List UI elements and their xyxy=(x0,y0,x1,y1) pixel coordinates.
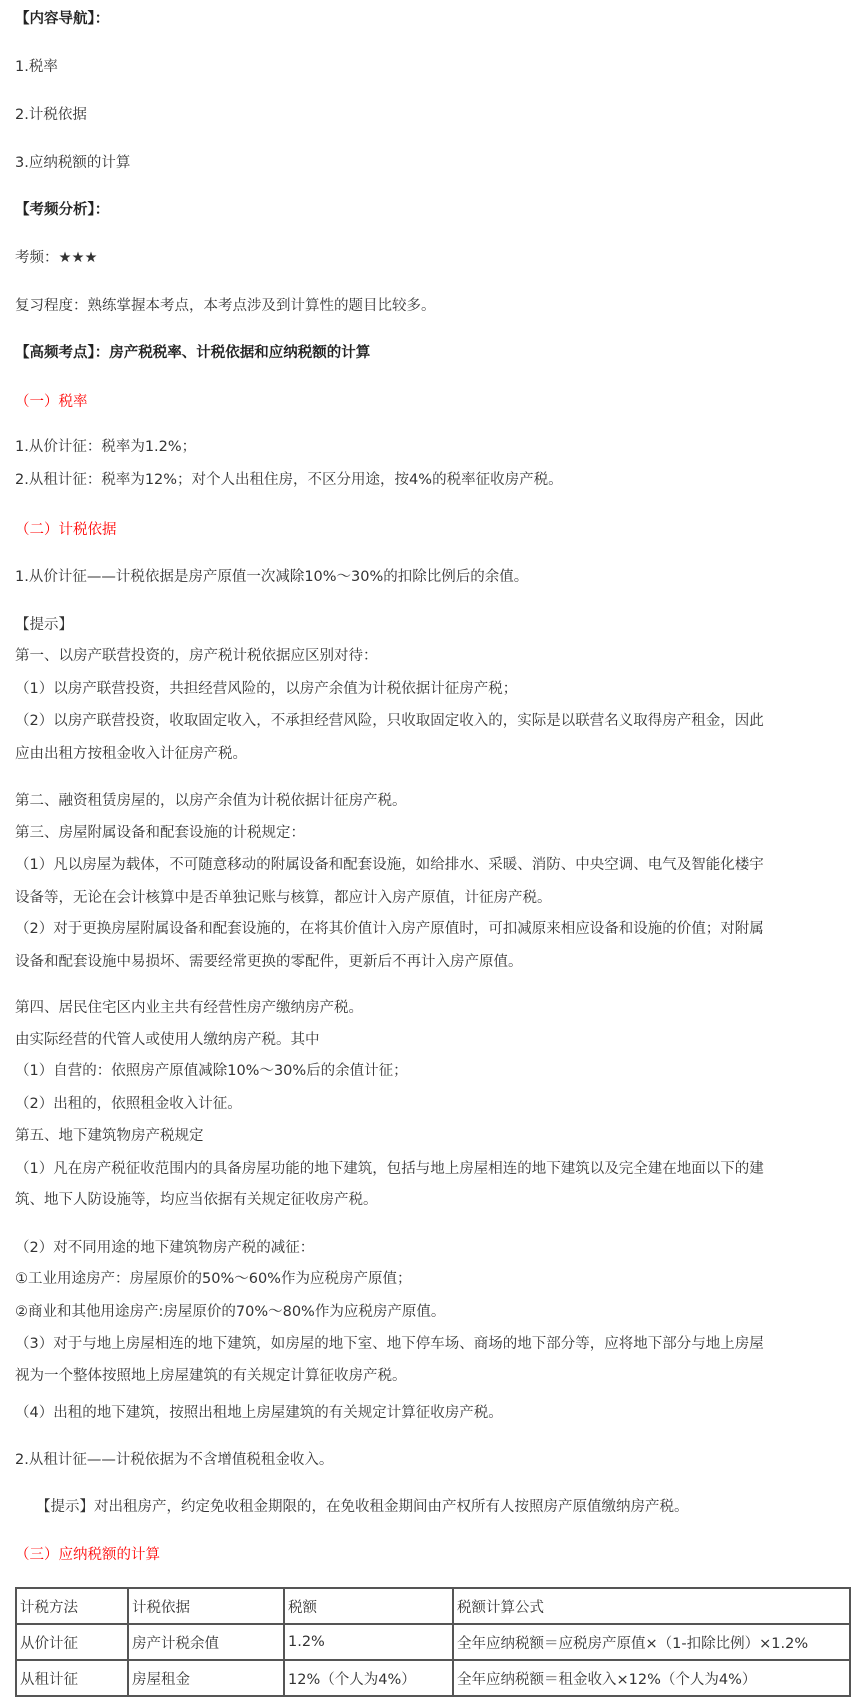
paragraph: 设备等，无论在会计核算中是否单独记账与核算，都应计入房产原值，计征房产税。 xyxy=(15,890,552,906)
table-cell: 从租计征 xyxy=(16,1660,128,1696)
paragraph: 1.从价计征——计税依据是房产原值一次减除10%～30%的扣除比例后的余值。 xyxy=(15,569,529,585)
table-row xyxy=(16,1624,850,1660)
nav-item: 1.税率 xyxy=(15,59,58,75)
table-cell: 全年应纳税额＝应税房产原值×（1-扣除比例）×1.2% xyxy=(453,1624,850,1660)
tip-paragraph: 【提示】对出租房产，约定免收租金期限的，在免收租金期间由产权所有人按照房产原值缴纳房产税。 xyxy=(36,1499,689,1515)
section-title-tax-rate: （一）税率 xyxy=(15,394,88,410)
tax-calc-table xyxy=(15,1587,851,1697)
paragraph: 视为一个整体按照地上房屋建筑的有关规定计算征收房产税。 xyxy=(15,1368,407,1384)
tip-label: 【提示】 xyxy=(15,617,73,633)
paragraph: （4）出租的地下建筑，按照出租地上房屋建筑的有关规定计算征收房产税。 xyxy=(15,1405,503,1421)
paragraph: （1）以房产联营投资，共担经营风险的，以房产余值为计税依据计征房产税； xyxy=(15,681,518,697)
table-cell: 房屋租金 xyxy=(128,1660,284,1696)
table-row xyxy=(16,1660,850,1696)
table-cell: 房产计税余值 xyxy=(128,1624,284,1660)
paragraph: 第三、房屋附属设备和配套设施的计税规定： xyxy=(15,825,305,841)
section-title-tax-basis: （二）计税依据 xyxy=(15,522,117,538)
header-cell: 计税依据 xyxy=(128,1588,284,1624)
paragraph: 设备和配套设施中易损坏、需要经常更换的零配件，更新后不再计入房产原值。 xyxy=(15,954,523,970)
paragraph: 第一、以房产联营投资的，房产税计税依据应区别对待： xyxy=(15,648,378,664)
paragraph: （2）对于更换房屋附属设备和配套设施的，在将其价值计入房产原值时，可扣减原来相应设备和设施的价值；对附属 xyxy=(15,921,764,937)
section-title-tax-calc: （三）应纳税额的计算 xyxy=(15,1547,160,1563)
table-cell: 12%（个人为4%） xyxy=(284,1660,453,1696)
nav-item: 3.应纳税额的计算 xyxy=(15,155,131,171)
table-cell: 1.2% xyxy=(284,1624,453,1660)
paragraph: （1）凡以房屋为载体，不可随意移动的附属设备和配套设施，如给排水、采暖、消防、中央空调、电气及智能化楼宇 xyxy=(15,857,764,873)
analysis-heading: 【考频分析】： xyxy=(15,202,110,218)
frequency-rating: 考频：★★★ xyxy=(15,250,98,266)
table-header-row xyxy=(16,1588,850,1624)
paragraph: （1）自营的：依照房产原值减除10%～30%后的余值计征； xyxy=(15,1063,408,1079)
paragraph: 筑、地下人防设施等，均应当依据有关规定征收房产税。 xyxy=(15,1192,378,1208)
key-point-heading: 【高频考点】：房产税税率、计税依据和应纳税额的计算 xyxy=(15,345,371,361)
paragraph: 应由出租方按租金收入计征房产税。 xyxy=(15,746,247,762)
paragraph: 第五、地下建筑物房产税规定 xyxy=(15,1128,204,1144)
paragraph: 第四、居民住宅区内业主共有经营性房产缴纳房产税。 xyxy=(15,1000,363,1016)
paragraph: 2.从租计征——计税依据为不含增值税租金收入。 xyxy=(15,1452,334,1468)
paragraph: ②商业和其他用途房产:房屋原价的70%～80%作为应税房产原值。 xyxy=(15,1304,446,1320)
paragraph: （2）出租的，依照租金收入计征。 xyxy=(15,1096,242,1112)
header-cell: 税额计算公式 xyxy=(453,1588,850,1624)
review-level: 复习程度：熟练掌握本考点，本考点涉及到计算性的题目比较多。 xyxy=(15,298,436,314)
nav-heading: 【内容导航】： xyxy=(15,11,110,27)
paragraph: ①工业用途房产：房屋原价的50%～60%作为应税房产原值； xyxy=(15,1271,412,1287)
paragraph: （1）凡在房产税征收范围内的具备房屋功能的地下建筑，包括与地上房屋相连的地下建筑以及完全建在地面以下的建 xyxy=(15,1161,764,1177)
header-cell: 计税方法 xyxy=(16,1588,128,1624)
paragraph: 1.从价计征：税率为1.2%； xyxy=(15,439,197,455)
paragraph: 2.从租计征：税率为12%；对个人出租住房，不区分用途，按4%的税率征收房产税。 xyxy=(15,472,563,488)
table-cell: 从价计征 xyxy=(16,1624,128,1660)
header-cell: 税额 xyxy=(284,1588,453,1624)
paragraph: （2）以房产联营投资，收取固定收入，不承担经营风险，只收取固定收入的，实际是以联营名义取得房产租金，因此 xyxy=(15,713,764,729)
paragraph: 第二、融资租赁房屋的，以房产余值为计税依据计征房产税。 xyxy=(15,793,407,809)
paragraph: （3）对于与地上房屋相连的地下建筑，如房屋的地下室、地下停车场、商场的地下部分等，应将地下部分与地上房屋 xyxy=(15,1336,764,1352)
paragraph: （2）对不同用途的地下建筑物房产税的减征： xyxy=(15,1240,315,1256)
nav-item: 2.计税依据 xyxy=(15,107,87,123)
table-cell: 全年应纳税额＝租金收入×12%（个人为4%） xyxy=(453,1660,850,1696)
paragraph: 由实际经营的代管人或使用人缴纳房产税。其中 xyxy=(15,1032,320,1048)
